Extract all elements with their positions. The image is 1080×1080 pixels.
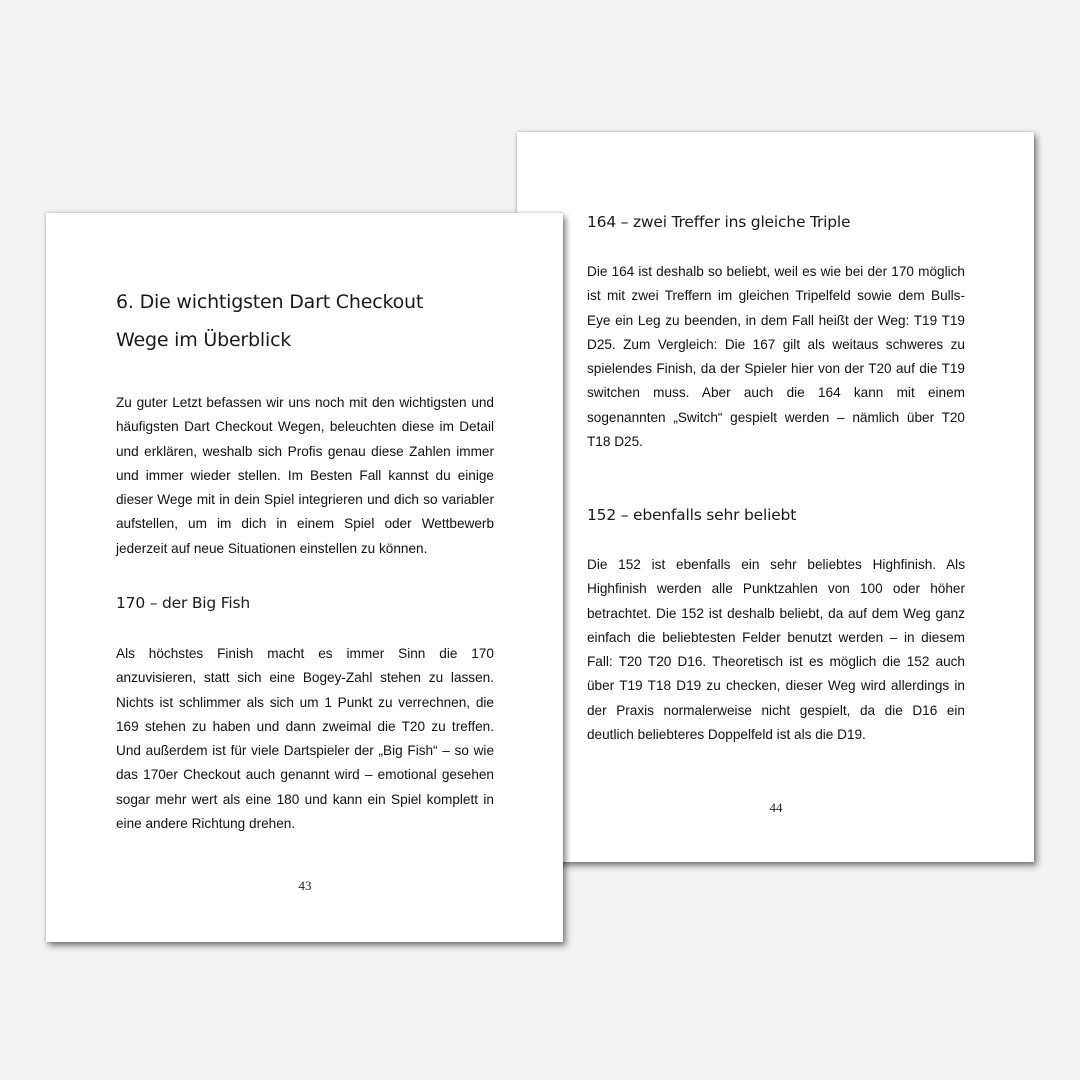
chapter-title-line: 6. Die wichtigsten Dart Checkout bbox=[116, 291, 424, 313]
text-line: Als höchstes Finish macht es immer Sinn die 170 bbox=[116, 646, 494, 661]
page-43 bbox=[46, 213, 563, 942]
text-line: über T19 T18 D19 zu checken, dieser Weg wird allerdings in bbox=[587, 678, 965, 694]
section-heading-164: 164 – zwei Treffer ins gleiche Triple bbox=[587, 213, 851, 231]
text-line: Highfinish werden alle Punktzahlen von 100 oder höher bbox=[587, 581, 965, 597]
paragraph-164 bbox=[587, 260, 965, 454]
text-line: dieser Wege mit in dein Spiel integrieren und dich so variabler bbox=[116, 492, 494, 508]
text-line: D25. Zum Vergleich: Die 167 gilt als weitaus schweres zu bbox=[587, 336, 965, 352]
text-line: Und außerdem ist für viele Dartspieler der „Big Fish“ – so wie bbox=[116, 743, 494, 759]
text-line: deutlich beliebteres Doppelfeld ist als die D19. bbox=[587, 727, 866, 743]
text-line: häufigsten Dart Checkout Wegen, beleuchten diese im Detail bbox=[116, 419, 494, 435]
page-number: 44 bbox=[769, 800, 783, 815]
text-line: sogar mehr wert als eine 180 und kann ein Spiel komplett in bbox=[116, 791, 494, 807]
page-number: 43 bbox=[298, 878, 312, 893]
text-line: jederzeit auf neue Situationen einstellen zu können. bbox=[116, 540, 428, 556]
text-line: anzuvisieren, statt sich eine Bogey-Zahl stehen zu lassen. bbox=[116, 670, 494, 686]
text-line: betrachtet. Die 152 ist deshalb beliebt, da auf dem Weg ganz bbox=[587, 605, 965, 621]
text-line: ist mit zwei Treffern im gleichen Tripelfeld sowie dem Bulls- bbox=[587, 288, 965, 304]
text-line: Eye ein Leg zu beenden, in dem Fall heißt der Weg: T19 T19 bbox=[587, 312, 965, 328]
text-line: Die 152 ist ebenfalls ein sehr beliebtes Highfinish. Als bbox=[587, 557, 965, 572]
text-line: einfach die beliebtesten Felder benutzt werden – in diesem bbox=[587, 629, 965, 645]
text-line: eine andere Richtung drehen. bbox=[116, 816, 296, 832]
paragraph-170 bbox=[116, 642, 494, 836]
text-line: Zu guter Letzt befassen wir uns noch mit den wichtigsten und bbox=[116, 395, 494, 410]
text-line: und immer wieder stellen. Im Besten Fall kannst du einige bbox=[116, 467, 494, 483]
text-line: 169 stehen zu haben und dann zweimal die T20 zu treffen. bbox=[116, 718, 494, 734]
paragraph-152 bbox=[587, 553, 965, 747]
text-line: switchen muss. Aber auch die 164 kann mit einem bbox=[587, 385, 965, 401]
chapter-title bbox=[116, 283, 423, 359]
text-line: Die 164 ist deshalb so beliebt, weil es wie bei der 170 möglich bbox=[587, 264, 965, 279]
text-line: und erklären, weshalb sich Profis genau diese Zahlen immer bbox=[116, 443, 494, 459]
text-line: das 170er Checkout auch genannt wird – emotional gesehen bbox=[116, 767, 494, 783]
text-line: Fall: T20 T20 D16. Theoretisch ist es möglich die 152 auch bbox=[587, 654, 965, 670]
section-heading-170: 170 – der Big Fish bbox=[116, 594, 250, 612]
chapter-title-line: Wege im Überblick bbox=[116, 329, 292, 351]
page-44 bbox=[517, 132, 1034, 862]
text-line: aufstellen, um im dich in einem Spiel oder Wettbewerb bbox=[116, 516, 494, 532]
section-heading-152: 152 – ebenfalls sehr beliebt bbox=[587, 506, 797, 524]
intro-paragraph bbox=[116, 391, 494, 561]
text-line: spielendes Finish, da der Spieler hier von der T20 auf die T19 bbox=[587, 361, 965, 377]
text-line: T18 D25. bbox=[587, 434, 643, 450]
text-line: sogenannten „Switch“ gespielt werden – nämlich über T20 bbox=[587, 409, 965, 425]
text-line: der Praxis normalerweise nicht gespielt, da die D16 ein bbox=[587, 702, 965, 718]
text-line: Nichts ist schlimmer als sich um 1 Punkt zu verrechnen, die bbox=[116, 694, 494, 710]
